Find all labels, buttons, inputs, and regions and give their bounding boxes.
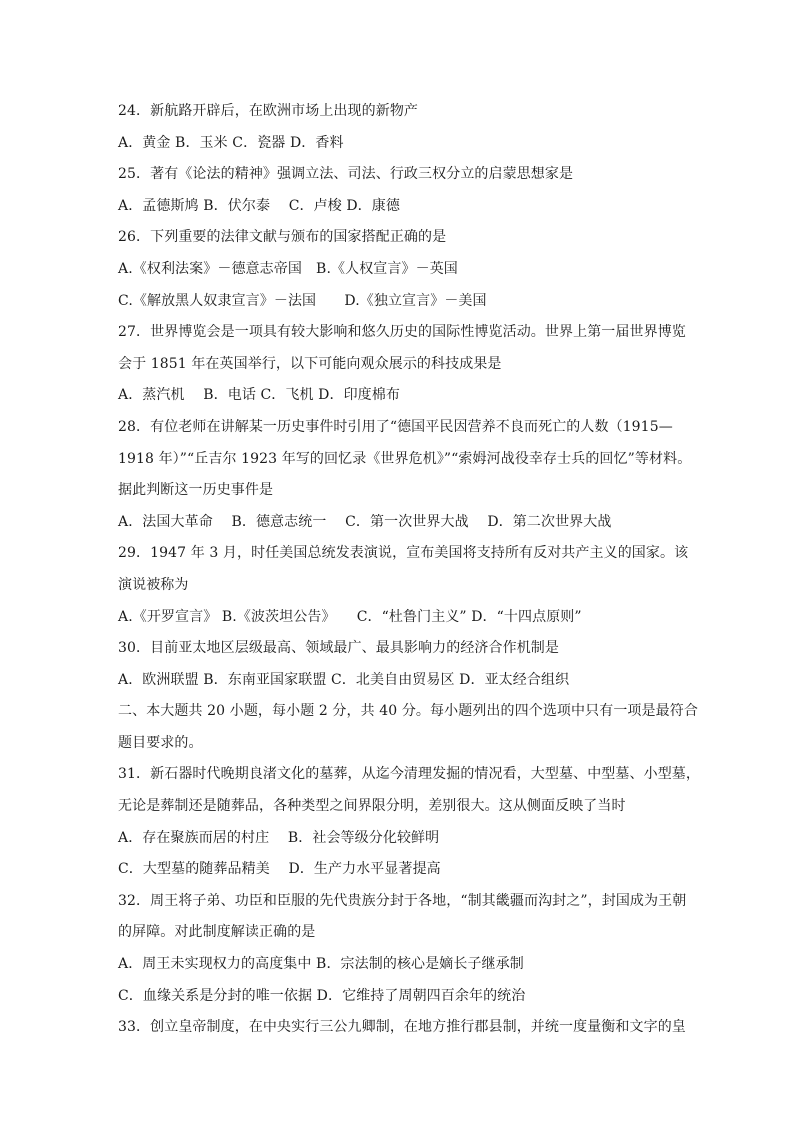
section-two-heading-line1: 二、本大题共 20 小题，每小题 2 分，共 40 分。每小题列出的四个选项中只有一项是最符合: [118, 703, 698, 720]
q24-stem: 24．新航路开辟后，在欧洲市场上出现的新物产: [118, 103, 419, 119]
q29-stem-line2: 演说被称为: [118, 576, 189, 593]
q28-stem-line2: 1918 年）”“丘吉尔 1923 年写的回忆录《世界危机》”“索姆河战役幸存士兵的回忆”等材料。: [118, 450, 692, 467]
q27-stem-line2: 会于 1851 年在英国举行，以下可能向观众展示的科技成果是: [118, 355, 502, 372]
q26-options-ab: A.《权利法案》－德意志帝国 B.《人权宣言》－英国: [118, 260, 458, 277]
q31-options-ab: A．存在聚族而居的村庄 B．社会等级分化较鲜明: [118, 829, 440, 846]
q30-stem: 30．目前亚太地区层级最高、领域最广、最具影响力的经济合作机制是: [118, 640, 560, 657]
q31-stem-line1: 31．新石器时代晚期良渚文化的墓葬，从迄今清理发掘的情况看，大型墓、中型墓、小型墓，: [118, 766, 701, 783]
q24-options: A．黄金 B．玉米 C．瓷器 D．香料: [118, 134, 344, 151]
q28-stem-line1: 28．有位老师在讲解某一历史事件时引用了“德国平民因营养不良而死亡的人数（1915—: [118, 418, 673, 435]
q32-stem-line2: 的屏障。对此制度解读正确的是: [118, 924, 316, 941]
q26-stem: 26．下列重要的法律文献与颁布的国家搭配正确的是: [118, 229, 447, 246]
document-page: [118, 96, 701, 1044]
q28-options: A．法国大革命 B．德意志统一 C．第一次世界大战 D．第二次世界大战: [118, 513, 612, 530]
q29-stem-line1: 29．1947 年 3 月，时任美国总统发表演说，宣布美国将支持所有反对共产主义的国家。该: [118, 545, 689, 562]
q29-options: A.《开罗宣言》 B.《波茨坦公告》 C．“杜鲁门主义” D．“十四点原则”: [118, 608, 582, 625]
q25-stem: 25．著有《论法的精神》强调立法、司法、行政三权分立的启蒙思想家是: [118, 166, 574, 183]
q31-options-cd: C．大型墓的随葬品精美 D．生产力水平显著提高: [118, 861, 441, 878]
q32-options-cd: C．血缘关系是分封的唯一依据 D．它维持了周朝四百余年的统治: [118, 987, 526, 1004]
q27-options: A．蒸汽机 B．电话 C．飞机 D．印度棉布: [118, 387, 400, 404]
q33-stem-line1: 33．创立皇帝制度，在中央实行三公九卿制，在地方推行郡县制，并统一度量衡和文字的皇: [118, 1019, 686, 1036]
q31-stem-line2: 无论是葬制还是随葬品，各种类型之间界限分明，差别很大。这从侧面反映了当时: [118, 798, 626, 815]
q28-stem-line3: 据此判断这一历史事件是: [118, 482, 274, 499]
q30-options: A．欧洲联盟 B．东南亚国家联盟 C．北美自由贸易区 D．亚太经合组织: [118, 671, 570, 688]
section-two-heading-line2: 题目要求的。: [118, 734, 203, 751]
q32-stem-line1: 32．周王将子弟、功臣和臣服的先代贵族分封于各地，“制其畿疆而沟封之”，封国成为王朝: [118, 892, 687, 909]
q26-options-cd: C.《解放黑人奴隶宣言》－法国 D.《独立宣言》－美国: [118, 292, 487, 309]
q27-stem-line1: 27．世界博览会是一项具有较大影响和悠久历史的国际性博览活动。世界上第一届世界博览: [118, 324, 686, 341]
q25-options: A．孟德斯鸠 B．伏尔泰 C．卢梭 D．康德: [118, 197, 400, 214]
q32-options-ab: A．周王未实现权力的高度集中 B．宗法制的核心是嫡长子继承制: [118, 956, 524, 973]
